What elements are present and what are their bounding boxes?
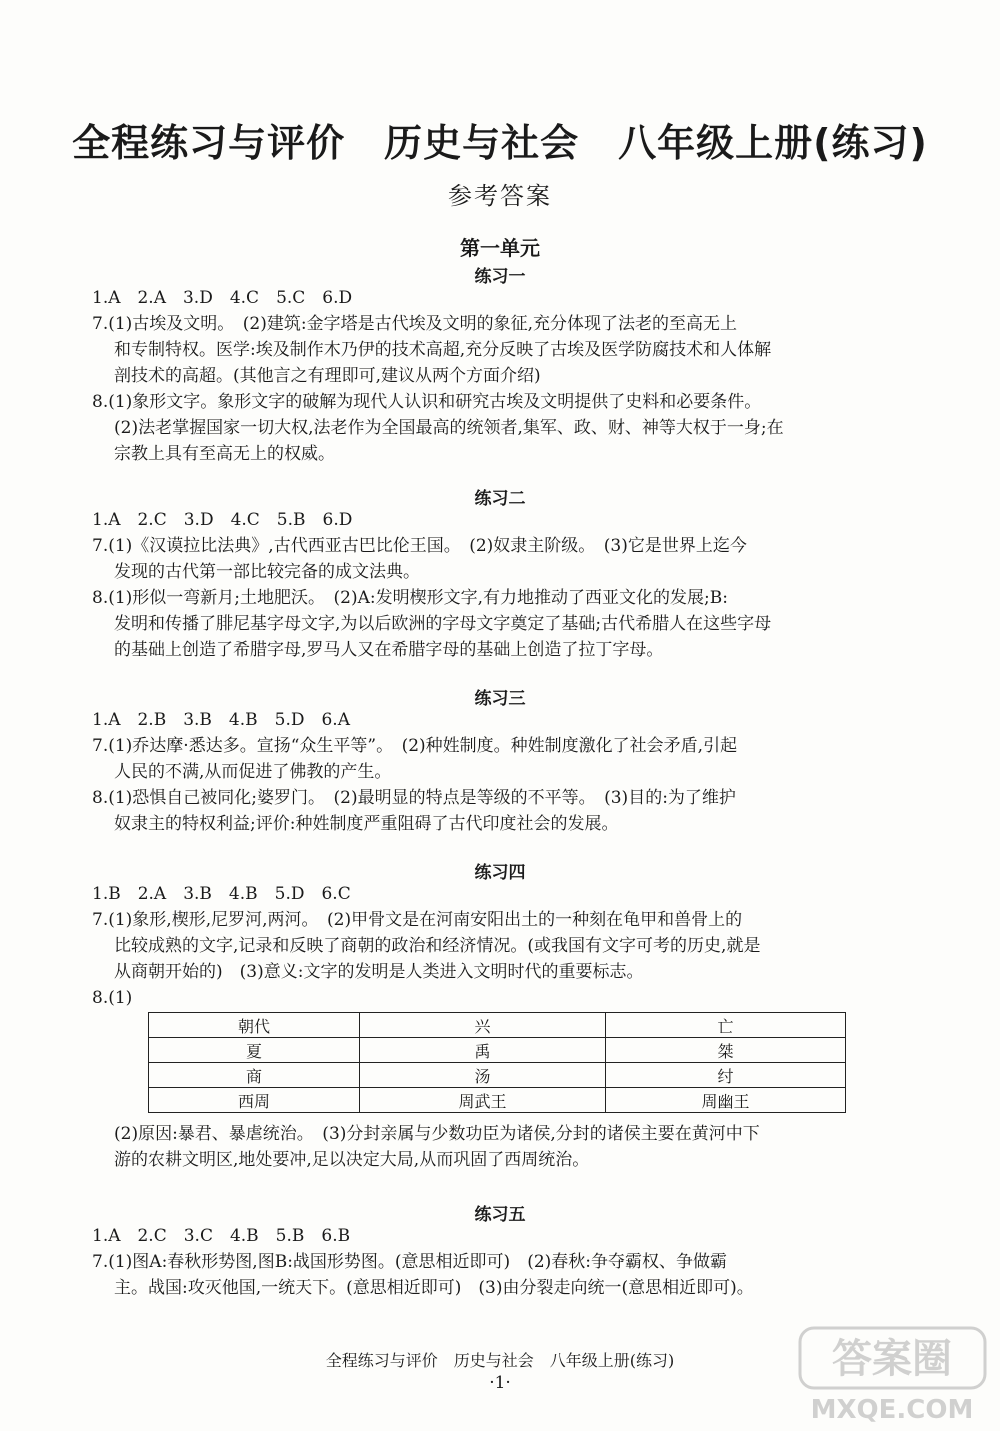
answer-line: 7.(1)象形,楔形,尼罗河,两河。 (2)甲骨文是在河南安阳出土的一种刻在龟甲和兽骨上的 (92, 910, 743, 930)
watermark-logo (790, 1322, 995, 1427)
answer-line: 人民的不满,从而促进了佛教的产生。 (114, 762, 392, 782)
page-footer: 全程练习与评价 历史与社会 八年级上册(练习) (325, 1351, 675, 1370)
table-cell: 夏 (149, 1038, 360, 1063)
section-title: 练习一 (474, 267, 526, 287)
table-cell: 桀 (606, 1038, 846, 1063)
page-title: 全程练习与评价 历史与社会 八年级上册(练习) (72, 121, 928, 165)
answer-line: 1.A 2.C 3.C 4.B 5.B 6.B (92, 1226, 351, 1246)
dynasty-table (148, 1012, 846, 1113)
answer-line: 8.(1) (92, 988, 133, 1008)
answer-line: 1.B 2.A 3.B 4.B 5.D 6.C (92, 884, 351, 904)
table-header-row (149, 1013, 846, 1038)
section-title: 练习四 (474, 863, 526, 883)
answer-line: 宗教上具有至高无上的权威。 (114, 444, 335, 464)
answer-line: 的基础上创造了希腊字母,罗马人又在希腊字母的基础上创造了拉丁字母。 (114, 640, 664, 660)
answer-line: 比较成熟的文字,记录和反映了商朝的政治和经济情况。(或我国有文字可考的历史,就是 (114, 936, 761, 956)
answer-line: 7.(1)乔达摩·悉达多。宣扬“众生平等”。 (2)种姓制度。种姓制度激化了社会矛盾,引起 (92, 736, 738, 756)
table-header-cell: 朝代 (149, 1013, 360, 1038)
unit-heading: 第一单元 (460, 236, 540, 260)
answer-line: 8.(1)恐惧自己被同化;婆罗门。 (2)最明显的特点是等级的不平等。 (3)目的:为了维护 (92, 788, 736, 808)
answer-line: 发现的古代第一部比较完备的成文法典。 (114, 562, 420, 582)
table-header-cell: 亡 (606, 1013, 846, 1038)
answer-line: 和专制特权。医学:埃及制作木乃伊的技术高超,充分反映了古埃及医学防腐技术和人体解 (114, 340, 772, 360)
section-title: 练习三 (474, 689, 526, 709)
answer-line: 1.A 2.C 3.D 4.C 5.B 6.D (92, 510, 353, 530)
table-cell: 汤 (360, 1063, 606, 1088)
table-cell: 周幽王 (606, 1088, 846, 1113)
answer-line: 7.(1)图A:春秋形势图,图B:战国形势图。(意思相近即可) (2)春秋:争夺霸权、争做霸 (92, 1252, 728, 1272)
answer-line: 1.A 2.B 3.B 4.B 5.D 6.A (92, 710, 350, 730)
table-cell: 周武王 (360, 1088, 606, 1113)
page-number: ·1· (489, 1373, 511, 1393)
watermark-url: MXQE.COM (810, 1395, 974, 1425)
table-row (149, 1088, 846, 1113)
table-cell: 纣 (606, 1063, 846, 1088)
table-row (149, 1063, 846, 1088)
answer-line: 1.A 2.A 3.D 4.C 5.C 6.D (92, 288, 353, 308)
watermark-logo-text: 答案圈 (832, 1336, 952, 1382)
answer-line: (2)法老掌握国家一切大权,法老作为全国最高的统领者,集军、政、财、神等大权于一身;在 (114, 418, 784, 438)
section-title: 练习五 (474, 1205, 526, 1225)
answer-line: 主。战国:攻灭他国,一统天下。(意思相近即可) (3)由分裂走向统一(意思相近即可)。 (114, 1278, 754, 1298)
answer-line: 8.(1)象形文字。象形文字的破解为现代人认识和研究古埃及文明提供了史料和必要条件。 (92, 392, 762, 412)
table-cell: 商 (149, 1063, 360, 1088)
answer-line: 7.(1)《汉谟拉比法典》,古代西亚古巴比伦王国。 (2)奴隶主阶级。 (3)它是世界上迄今 (92, 536, 747, 556)
answer-line: 从商朝开始的) (3)意义:文字的发明是人类进入文明时代的重要标志。 (114, 962, 644, 982)
section-title: 练习二 (474, 489, 526, 509)
table-cell: 禹 (360, 1038, 606, 1063)
table-header-cell: 兴 (360, 1013, 606, 1038)
answer-line: 7.(1)古埃及文明。 (2)建筑:金字塔是古代埃及文明的象征,充分体现了法老的至高无上 (92, 314, 738, 334)
answer-line: 奴隶主的特权利益;评价:种姓制度严重阻碍了古代印度社会的发展。 (114, 814, 619, 834)
answer-line: 8.(1)形似一弯新月;土地肥沃。 (2)A:发明楔形文字,有力地推动了西亚文化的发展;B: (92, 588, 728, 608)
table-cell: 西周 (149, 1088, 360, 1113)
answer-line: (2)原因:暴君、暴虐统治。 (3)分封亲属与少数功臣为诸侯,分封的诸侯主要在黄河中下 (114, 1124, 760, 1144)
answer-line: 游的农耕文明区,地处要冲,足以决定大局,从而巩固了西周统治。 (114, 1150, 590, 1170)
answer-line: 发明和传播了腓尼基字母文字,为以后欧洲的字母文字奠定了基础;古代希腊人在这些字母 (114, 614, 772, 634)
table-row (149, 1038, 846, 1063)
page-subtitle: 参考答案 (448, 182, 552, 210)
answer-line: 剖技术的高超。(其他言之有理即可,建议从两个方面介绍) (114, 366, 541, 386)
